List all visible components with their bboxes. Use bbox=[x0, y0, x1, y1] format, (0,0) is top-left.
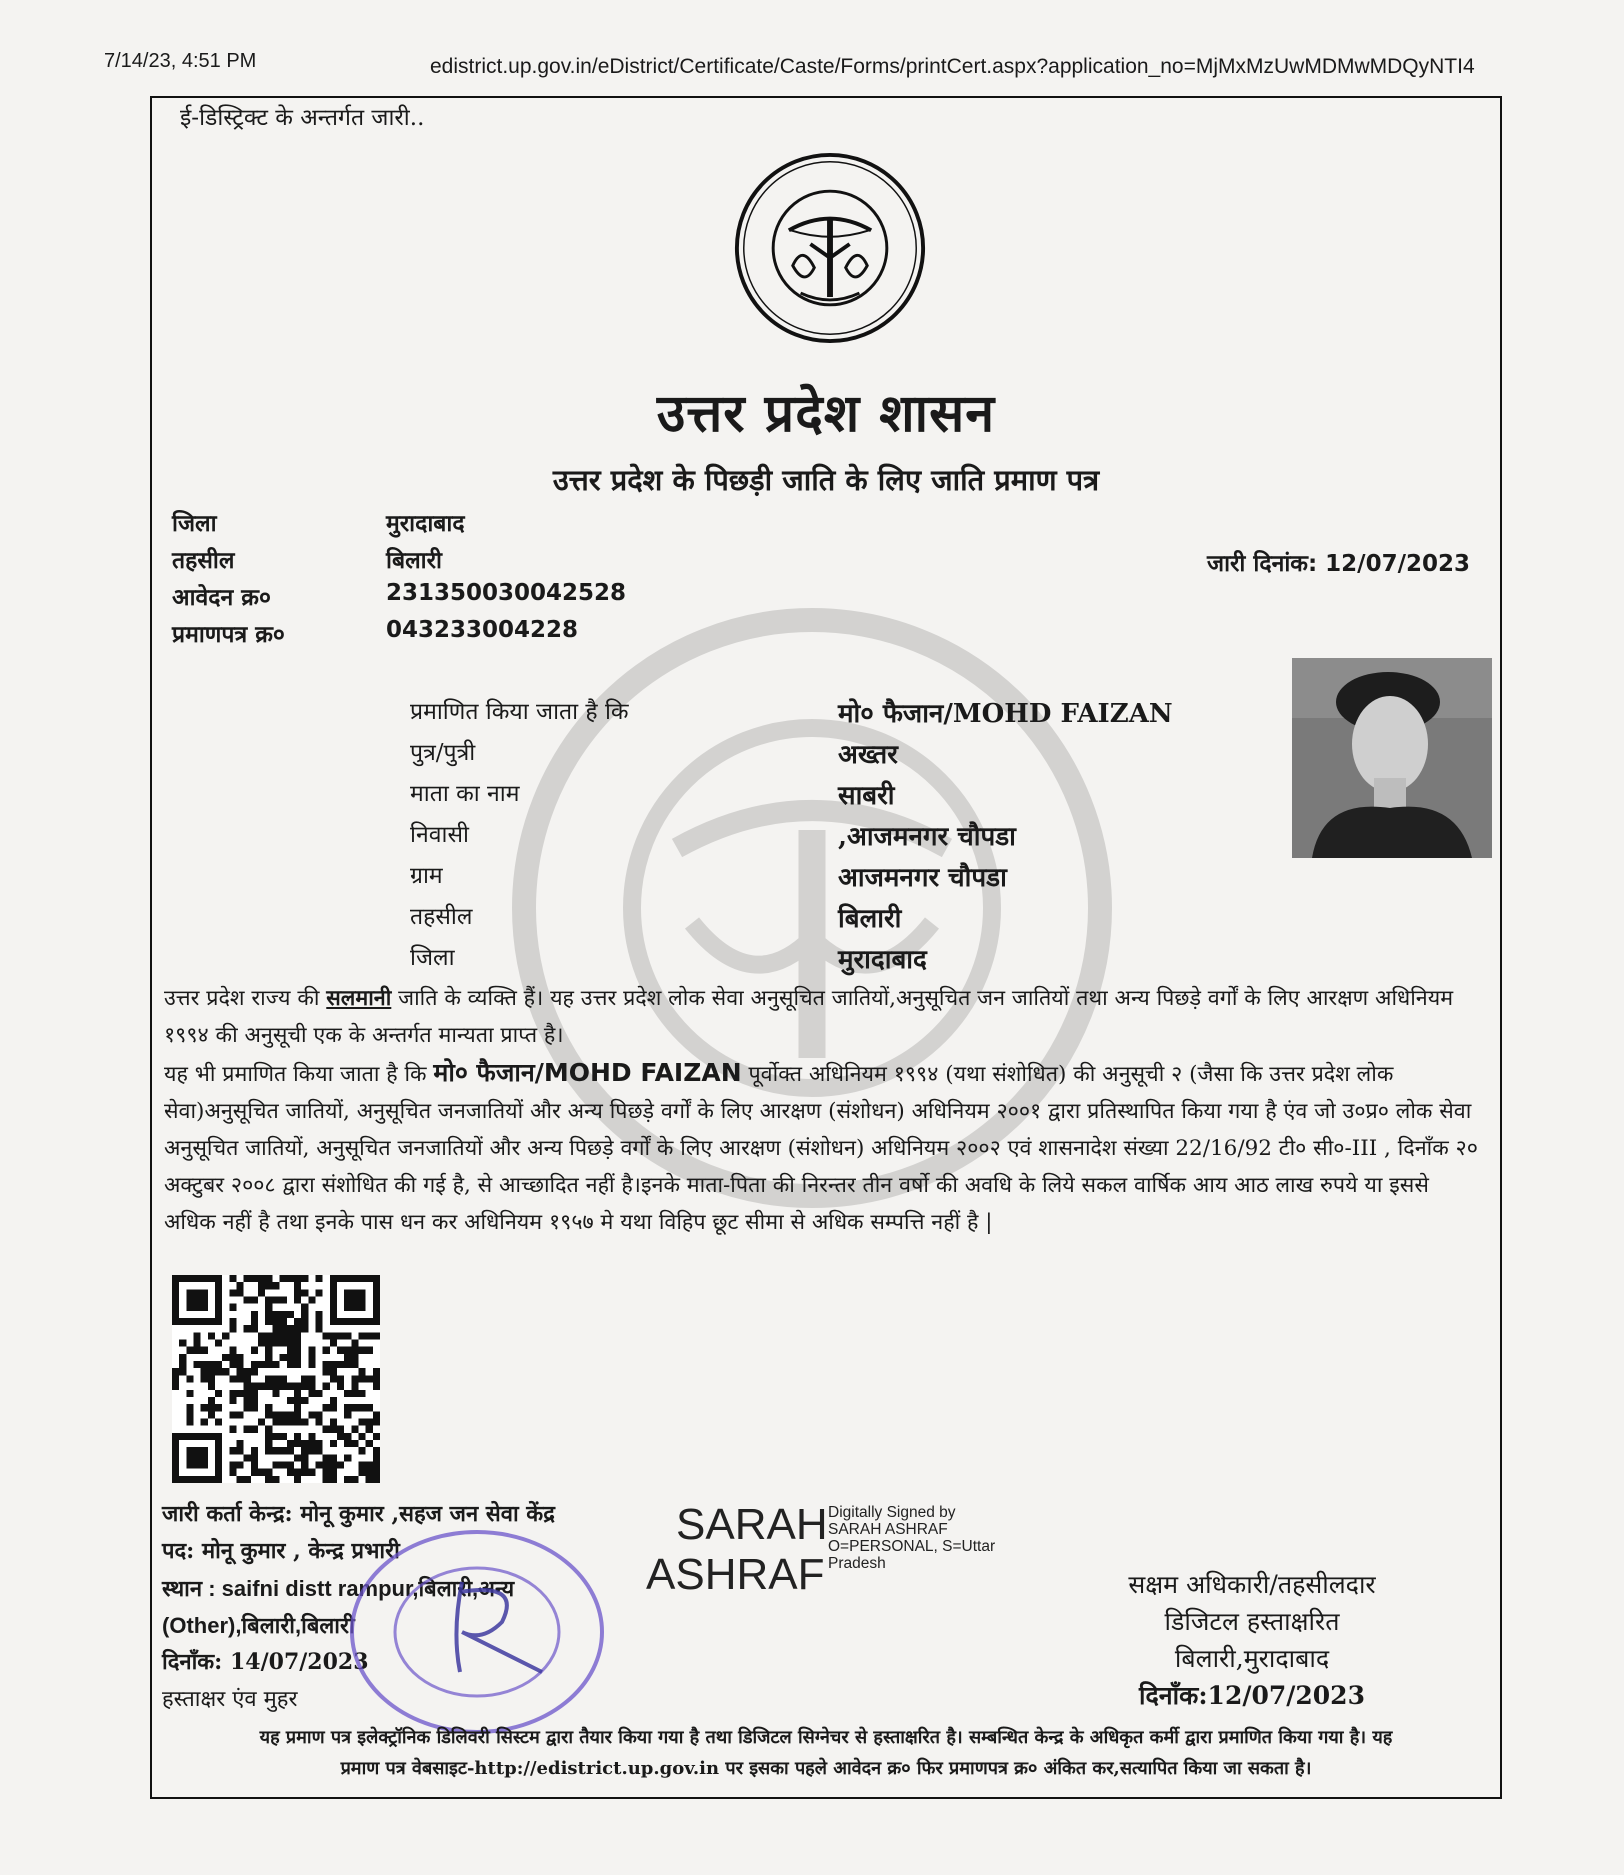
issuer-date-value: 14/07/2023 bbox=[229, 1649, 369, 1675]
certificate-body bbox=[164, 980, 1486, 1241]
signer-name-line2: ASHRAF bbox=[646, 1550, 825, 1599]
issuing-authority bbox=[1052, 1566, 1452, 1714]
signature-seal-label: हस्ताक्षर एंव मुहर bbox=[162, 1687, 298, 1712]
parent-name: अख्तर bbox=[838, 740, 898, 770]
district-label: जिला bbox=[410, 945, 455, 971]
resident-value: ,आजमनगर चौपडा bbox=[838, 822, 1016, 852]
caste-statement: जाति के व्यक्ति हैं। यह उत्तर प्रदेश लोक सेवा अनुसूचित जातियों,अनुसूचित जन जातियों तथा अन्य पिछड़े वर्गों के लिए आरक्षण अधिनियम १९९४ की अनुसूची एक के अन्तर्गत मान्यता प्राप्त है। bbox=[164, 986, 1454, 1048]
caste-paragraph bbox=[164, 980, 1486, 1054]
applicant-name: मो० फैजान/MOHD FAIZAN bbox=[838, 699, 1173, 729]
authority-date-value: 12/07/2023 bbox=[1207, 1681, 1365, 1710]
state-emblem bbox=[732, 150, 928, 346]
authority-date-label: दिनाँक: bbox=[1139, 1681, 1208, 1710]
issuer-post: पद: मोनू कुमार , केन्द्र प्रभारी bbox=[162, 1538, 400, 1564]
verification-footer bbox=[162, 1722, 1490, 1784]
digital-signature-note bbox=[828, 1504, 1018, 1572]
village-value: आजमनगर चौपडा bbox=[838, 863, 1007, 893]
authority-title: सक्षम अधिकारी/तहसीलदार bbox=[1128, 1570, 1376, 1599]
signature-note-line2: SARAH ASHRAF bbox=[828, 1521, 948, 1538]
applicant-photo bbox=[1292, 658, 1492, 858]
certificate-number: 043233004228 bbox=[386, 617, 579, 643]
signature-note-line3: O=PERSONAL, S=Uttar bbox=[828, 1538, 996, 1555]
meta-application-label: आवेदन क्र० bbox=[172, 584, 271, 611]
certificate-title: उत्तर प्रदेश के पिछड़ी जाति के लिए जाति प्रमाण पत्र bbox=[552, 463, 1100, 497]
district-value: मुरादाबाद bbox=[838, 945, 927, 975]
signature-note-line4: Pradesh bbox=[828, 1555, 886, 1572]
mother-name: साबरी bbox=[838, 781, 895, 811]
parent-label: पुत्र/पुत्री bbox=[410, 740, 476, 766]
creamy-intro: यह भी प्रमाणित किया जाता है कि bbox=[164, 1062, 427, 1087]
meta-tehsil-value: बिलारी bbox=[386, 548, 443, 574]
meta-certificate-label: प्रमाणपत्र क्र० bbox=[172, 621, 285, 648]
authority-signed: डिजिटल हस्ताक्षरित bbox=[1164, 1607, 1340, 1636]
authority-place: बिलारी,मुरादाबाद bbox=[1174, 1644, 1330, 1673]
creamy-statement: पूर्वोक्त अधिनियम १९९४ (यथा संशोधित) की अनुसूची २ (जैसा कि उत्तर प्रदेश लोक सेवा)अनुसूचित जातियों, अनुसूचित जनजातियों और अन्य पिछड़े वर्गों के लिए आरक्षण (संशोधन) अधिनियम २००१ द्वारा प्रतिस्थापित किया गया है एंव जो उ०प्र० लोक सेवा अनुसूचित जातियों, अनुसूचित जनजातियों और अन्य पिछड़े वर्गों के लिए आरक्षण (संशोधन) अधिनियम २००२ एवं शासनादेश संख्या 22/16/92 टी० सी०-III , दिनाँक २० अक्टुबर २००८ द्वारा संशोधित की गई है, से आच्छादित नहीं है।इनके माता-पिता की निरन्तर तीन वर्षो की अवधि के लिये सकल वार्षिक आय आठ लाख रुपये या इससे अधिक नहीं है तथा इनके पास धन कर अधिनियम १९५७ मे यथा विहिप छूट सीमा से अधिक सम्पत्ति नहीं है | bbox=[164, 1062, 1478, 1235]
tehsil-value: बिलारी bbox=[838, 904, 902, 934]
signature-note-line1: Digitally Signed by bbox=[828, 1504, 956, 1521]
meta-district-label: जिला bbox=[172, 510, 217, 537]
application-number: 231350030042528 bbox=[386, 580, 627, 606]
caste-name: सलमानी bbox=[326, 986, 392, 1011]
certified-label: प्रमाणित किया जाता है कि bbox=[410, 699, 629, 725]
print-url: edistrict.up.gov.in/eDistrict/Certificate/Caste/Forms/printCert.aspx?application_no=MjMxMzUwMDMwMDQyNTI4 bbox=[430, 55, 1475, 78]
caste-intro: उत्तर प्रदेश राज्य की bbox=[164, 986, 320, 1011]
issue-date-label: जारी दिनांक: bbox=[1207, 551, 1318, 577]
meta-tehsil-label: तहसील bbox=[172, 547, 235, 574]
print-timestamp: 7/14/23, 4:51 PM bbox=[104, 50, 257, 72]
issued-under-note: ई-डिस्ट्रिक्ट के अन्तर्गत जारी.. bbox=[180, 105, 425, 131]
creamy-layer-paragraph bbox=[164, 1054, 1486, 1241]
issue-date bbox=[1207, 546, 1470, 578]
meta-district-value: मुरादाबाद bbox=[386, 511, 465, 537]
mother-label: माता का नाम bbox=[410, 781, 520, 807]
issuing-centre-name: जारी कर्ता केन्द्र: मोनू कुमार ,सहज जन सेवा केंद्र bbox=[162, 1501, 555, 1527]
authority-date bbox=[1052, 1677, 1452, 1714]
village-label: ग्राम bbox=[410, 863, 443, 889]
issuer-place-line1: स्थान : saifni distt rampur,बिलारी,अन्य bbox=[162, 1576, 515, 1601]
footer-line2: प्रमाण पत्र वेबसाइट-http://edistrict.up.gov.in पर इसका पहले आवेदन क्र० फिर प्रमाणपत्र क्र० अंकित कर,सत्यापित किया जा सकता है। bbox=[340, 1758, 1312, 1779]
certificate bbox=[150, 96, 1502, 1799]
creamy-applicant-name: मो० फैजान/MOHD FAIZAN bbox=[433, 1058, 742, 1087]
footer-line1: यह प्रमाण पत्र इलेक्ट्रॉनिक डिलिवरी सिस्टम द्वारा तैयार किया गया है तथा डिजिटल सिग्नेचर से हस्ताक्षरित है। सम्बन्धित केन्द्र के अधिकृत कर्मी द्वारा प्रमाणित किया गया है। यह bbox=[259, 1727, 1393, 1748]
resident-label: निवासी bbox=[410, 822, 469, 848]
qr-code bbox=[172, 1275, 380, 1483]
signer-name-line1: SARAH bbox=[676, 1500, 828, 1549]
issuer-place-line2: (Other),बिलारी,बिलारी bbox=[162, 1613, 355, 1638]
issuer-date-label: दिनाँक: bbox=[162, 1649, 223, 1675]
government-title: उत्तर प्रदेश शासन bbox=[656, 383, 996, 444]
issue-date-value: 12/07/2023 bbox=[1325, 551, 1470, 577]
tehsil-label: तहसील bbox=[410, 904, 473, 930]
seal-stamp bbox=[342, 1522, 612, 1742]
